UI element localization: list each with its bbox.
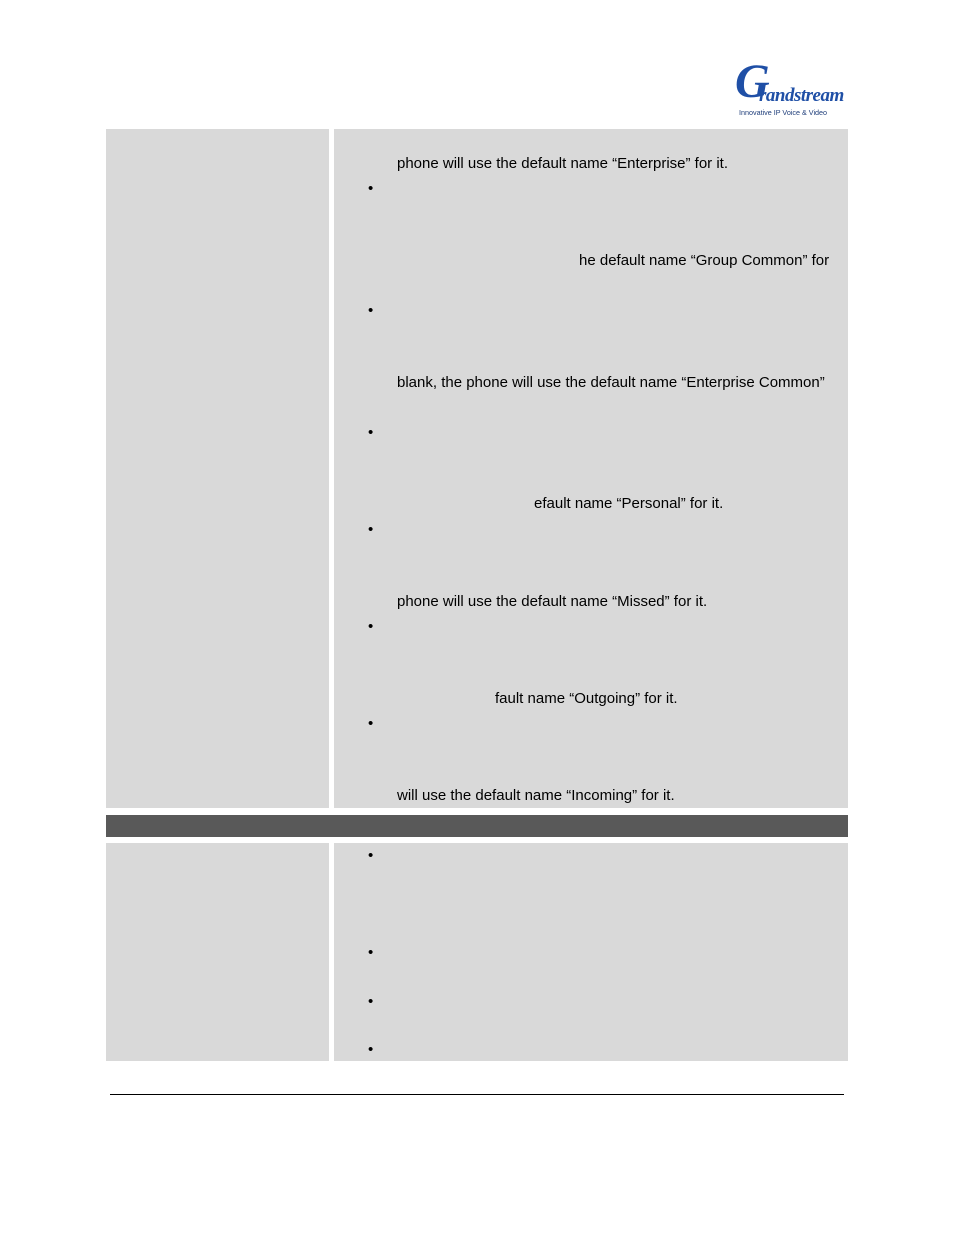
bullet-4: • [368,521,374,538]
bullet-3: • [368,424,374,441]
text-enterprise-common: blank, the phone will use the default name “Enterprise Common” [397,374,825,391]
bullet-9: • [368,993,374,1010]
text-missed: phone will use the default name “Missed” for it. [397,593,708,610]
section-header-bar [106,815,848,837]
bullet-7: • [368,847,374,864]
bullet-8: • [368,944,374,961]
grandstream-logo [735,55,844,120]
bullet-2: • [368,302,374,319]
bullet-1: • [368,180,374,197]
table-cell-label-1 [106,129,329,808]
table-cell-description-2 [334,843,848,1061]
bullet-5: • [368,618,374,635]
text-enterprise: phone will use the default name “Enterprise” for it. [397,155,729,172]
footer-divider [110,1094,844,1095]
logo-tagline: Innovative IP Voice & Video [739,108,828,117]
bullet-6: • [368,715,374,732]
logo-initial: G [735,55,770,108]
text-group-common: he default name “Group Common” for [579,252,830,269]
logo-brand-name: randstream [759,85,844,106]
table-cell-label-2 [106,843,329,1061]
bullet-10: • [368,1041,374,1058]
text-personal: efault name “Personal” for it. [534,495,724,512]
text-incoming: will use the default name “Incoming” for it. [397,787,675,804]
text-outgoing: fault name “Outgoing” for it. [495,690,678,707]
